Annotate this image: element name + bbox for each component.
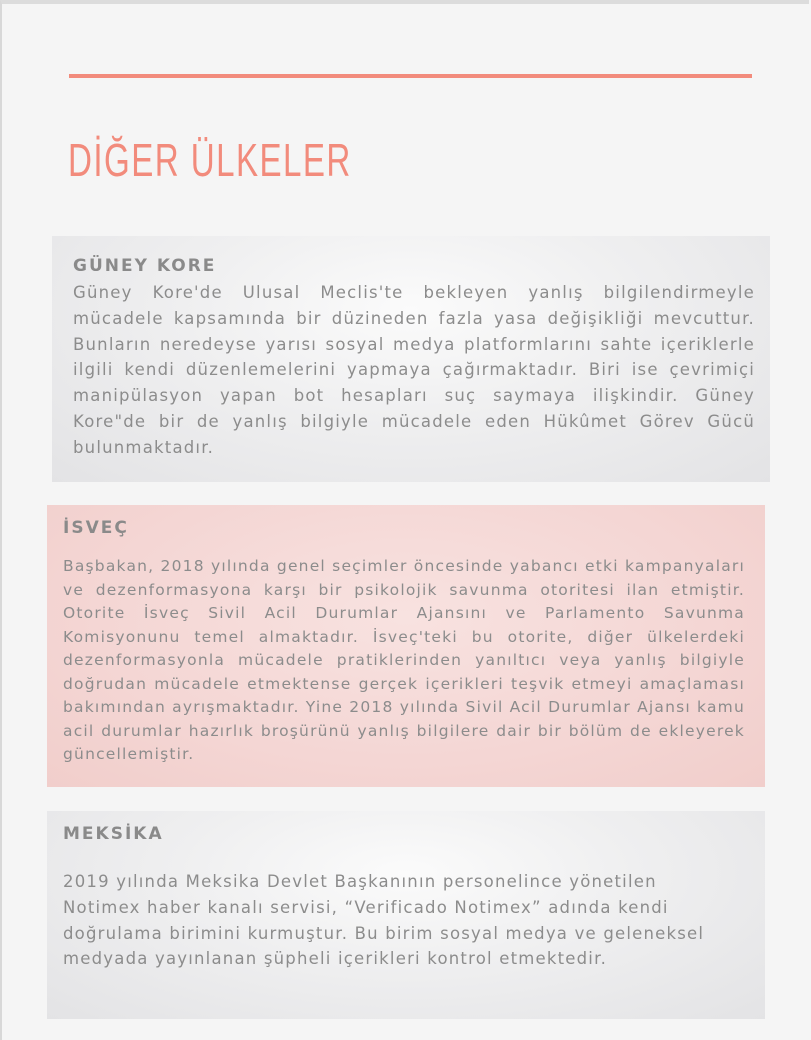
section-body: Güney Kore'de Ulusal Meclis'te bekleyen yanlış bilgilendirmeyle mücadele kapsamında bir düzineden fazla yasa değişikliği mevcuttur. Bunların neredeyse yarısı sosyal medya platformlarını sahte içeriklerle ilgili kendi düzenlemelerini yapmaya çağırmaktadır. Biri ise çevrimiçi manipülasyon yapan bot hesapları suç saymaya ilişkindir. Güney Kore"de bir de yanlış bilgiyle mücadele eden Hükûmet Görev Gücü bulunmaktadır.: [73, 283, 755, 457]
section-card-south-korea: [52, 236, 770, 482]
section-body: Başbakan, 2018 yılında genel seçimler öncesinde yabancı etki kampanyaları ve dezenformasyona karşı bir psikolojik savunma otoritesi ilan etmiştir. Otorite İsveç Sivil Acil Durumlar Ajansını ve Parlamento Savunma Komisyonunu temel almaktadır. İsveç'teki bu otorite, diğer ülkelerdeki dezenformasyonla mücadele pratiklerinden yanıltıcı veya yanlış bilgiyle doğrudan mücadele etmektense gerçek içerikleri teşvik etmeyi amaçlaması bakımından ayrışmaktadır. Yine 2018 yılında Sivil Acil Durumlar Ajansı kamu acil durumlar hazırlık broşürünü yanlış bilgilere dair bir bölüm de ekleyerek güncellemiştir.: [63, 557, 745, 763]
section-card-sweden: [47, 505, 765, 787]
section-body: 2019 yılında Meksika Devlet Başkanının personelince yönetilen Notimex haber kanalı servisi, “Verificado Notimex” adında kendi doğrulama birimini kurmuştur. Bu birim sosyal medya ve geleneksel medyada yayınlanan şüpheli içerikleri kontrol etmektedir.: [63, 872, 705, 969]
section-heading: İSVEÇ: [63, 518, 129, 538]
section-heading: GÜNEY KORE: [73, 256, 217, 276]
section-card-mexico: [47, 811, 765, 1019]
top-divider: [69, 74, 752, 78]
page-title: DİĞER ÜLKELER: [68, 134, 352, 186]
section-heading: MEKSİKA: [63, 824, 164, 844]
